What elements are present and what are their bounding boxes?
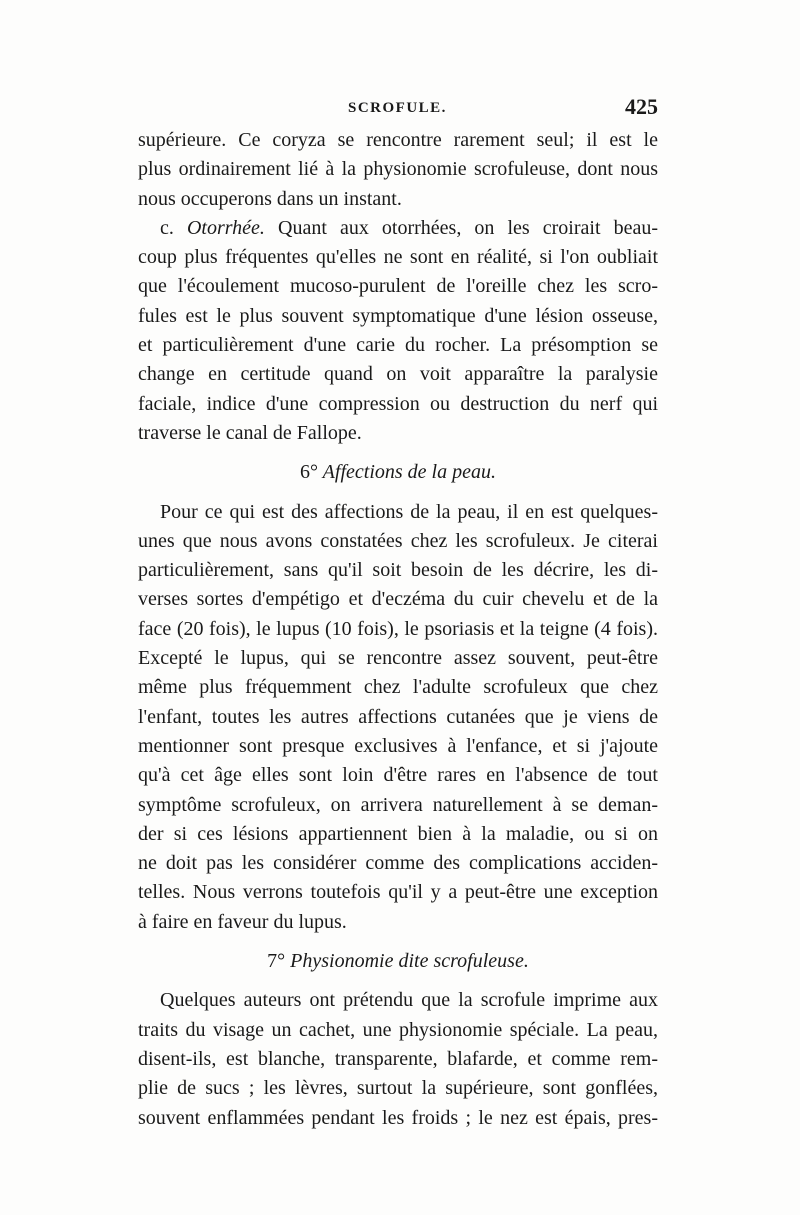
spacer [138,976,658,986]
text-line: Excepté le lupus, qui se rencontre assez souvent, peut-être [138,647,658,670]
running-title: SCROFULE. [348,100,447,116]
section-6-heading [138,458,658,487]
otorrhee-first-line-text: Quant aux otorrhées, on les croirait beau- [264,216,658,239]
text-line: coup plus fréquentes qu'elles ne sont en réalité, si l'on oubliait [138,246,658,269]
page-header [138,94,658,124]
text-line: plus ordinairement lié à la physionomie scrofuleuse, dont nous [138,158,658,181]
text-line: symptôme scrofuleux, on arrivera naturellement à se deman- [138,793,658,816]
section-6-number: 6° [300,461,319,484]
text-line: souvent enflammées pendant les froids ; le nez est épais, pres- [138,1106,658,1129]
text-line: faciale, indice d'une compression ou destruction du nerf qui [138,392,658,415]
text-line: même plus fréquemment chez l'adulte scrofuleux que chez [138,676,658,699]
spacer [138,937,658,947]
text-line: Quelques auteurs ont prétendu que la scrofule imprime aux [160,989,658,1012]
text-line: verses sortes d'empétigo et d'eczéma du cuir chevelu et de la [138,588,658,611]
text-line: unes que nous avons constatées chez les scrofuleux. Je citerai [138,529,658,552]
page-number: 425 [625,94,658,119]
otorrhee-first-line [138,214,658,243]
spacer [138,448,658,458]
text-line: telles. Nous verrons toutefois qu'il y a peut-être une exception [138,881,658,904]
text-line: change en certitude quand on voit apparaître la paralysie [138,363,658,386]
text-line: nous occuperons dans un instant. [138,187,402,210]
text-line: der si ces lésions appartiennent bien à la maladie, ou si on [138,822,658,845]
text-line: traits du visage un cachet, une physionomie spéciale. La peau, [138,1018,658,1041]
text-line: face (20 fois), le lupus (10 fois), le psoriasis et la teigne (4 fois). [138,617,658,640]
text-line: fules est le plus souvent symptomatique d'une lésion osseuse, [138,304,658,327]
text-line: disent-ils, est blanche, transparente, blafarde, et comme rem- [138,1047,658,1070]
text-line: à faire en faveur du lupus. [138,910,347,933]
text-line: Pour ce qui est des affections de la peau, il en est quelques- [160,500,658,523]
otorrhee-prefix: c. [160,216,187,239]
spacer [138,488,658,498]
text-line: particulièrement, sans qu'il soit besoin de les décrire, les di- [138,559,658,582]
text-line: qu'à cet âge elles sont loin d'être rares en l'absence de tout [138,764,658,787]
text-line: mentionner sont presque exclusives à l'enfance, et si j'ajoute [138,734,658,757]
text-line: que l'écoulement mucoso-purulent de l'oreille chez les scro- [138,275,658,298]
text-line: et particulièrement d'une carie du rocher. La présomption se [138,334,658,357]
section-7-title: Physionomie dite scrofuleuse. [290,950,529,973]
text-line: traverse le canal de Fallope. [138,421,362,444]
section-7-number: 7° [267,950,286,973]
text-line: supérieure. Ce coryza se rencontre rarement seul; il est le [138,129,658,151]
otorrhee-term: Otorrhée. [186,216,265,239]
body-text [138,126,658,1133]
text-line: l'enfant, toutes les autres affections cutanées que je viens de [138,705,658,728]
section-7-heading [138,947,658,976]
text-line: ne doit pas les considérer comme des complications acciden- [138,852,658,875]
section-6-title: Affections de la peau. [322,461,496,484]
text-line: plie de sucs ; les lèvres, surtout la supérieure, sont gonflées, [138,1077,658,1100]
